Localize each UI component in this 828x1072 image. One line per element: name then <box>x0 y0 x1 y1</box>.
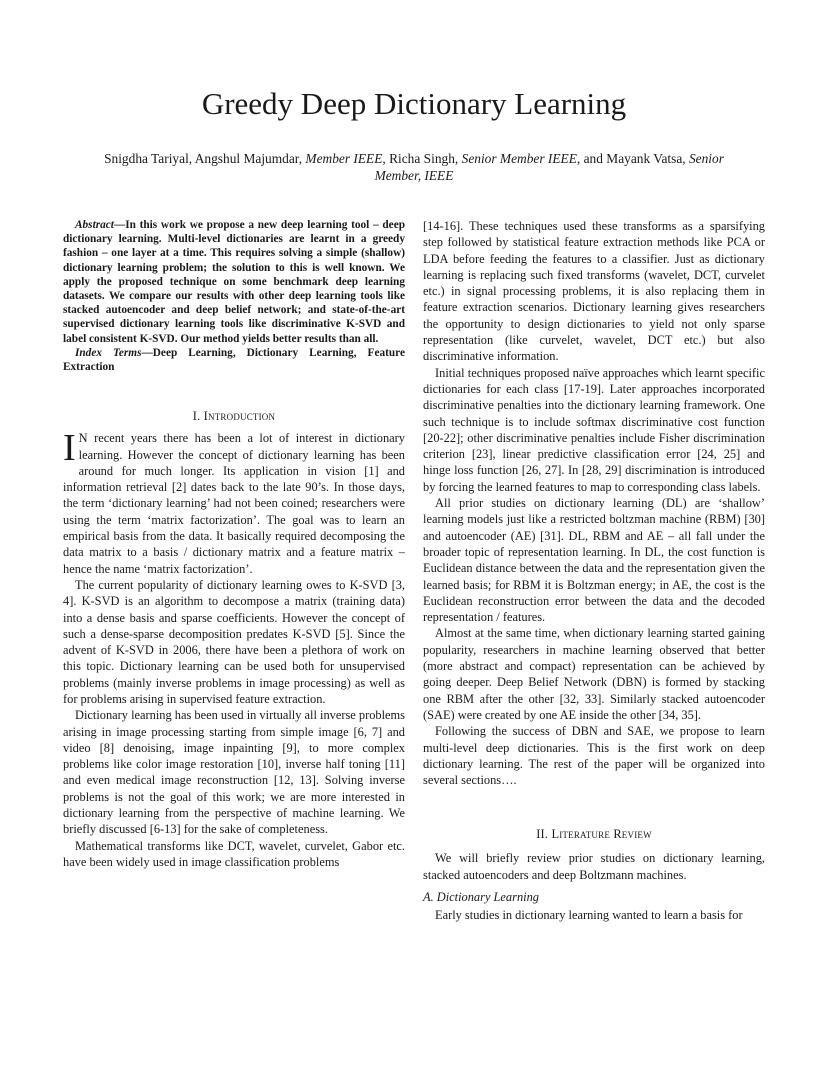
author-part: Snigdha Tariyal, Angshul Majumdar, <box>104 151 306 166</box>
author-affiliation: Senior Member, IEEE <box>374 151 724 183</box>
intro-paragraph-4-continued: [14-16]. These techniques used these transforms as a sparsifying step followed by statistical feature extraction methods like PCA or LDA before feeding the features to a classifier. Just as dictionary learning is replacing such fixed transforms (wavelet, DCT, curvelet etc.) in signal processing problems, it is also replacing them in feature extraction scenarios. Dictionary learning gives researchers the opportunity to design dictionaries to yield not only sparse representation (like curvelet, wavelet, DCT etc.) but also discriminative information. <box>423 219 765 364</box>
intro-paragraph-5: Initial techniques proposed naïve approaches which learnt specific dictionaries for each class [17-19]. Later approaches incorporated discriminative penalties into the dictionary learning framework. One such technique is to include softmax discriminative cost function [20-22]; other discriminative penalties include Fisher discrimination criterion [23], linear predictive classification error [24, 25] and hinge loss function [26, 27]. In [28, 29] discrimination is introduced by forcing the learned features to map to corresponding class labels. <box>423 365 765 494</box>
index-terms-text: —Deep Learning, Dictionary Learning, Feature Extraction <box>63 346 405 374</box>
left-column <box>63 218 405 870</box>
intro-paragraph-3: Dictionary learning has been used in virtually all inverse problems arising in image processing starting from simple image [6, 7] and video [8] denoising, image inpainting [9], to more complex problems like color image restoration [10], inverse half toning [11] and even medical image reconstruction [12, 13]. Solving inverse problems is not the goal of this work; we are more interested in dictionary learning from the perspective of machine learning. We briefly discussed [6-13] for the sake of completeness. <box>63 708 405 837</box>
author-line <box>90 150 738 184</box>
section-heading-literature-review: II. Literature Review <box>536 827 652 842</box>
author-affiliation: Member IEEE <box>305 151 383 166</box>
author-part: , Richa Singh, <box>382 151 462 166</box>
abstract-lead: Abstract <box>75 219 114 231</box>
intro-paragraph-8: Following the success of DBN and SAE, we propose to learn multi-level deep dictionaries. This is the first work on deep dictionary learning. The rest of the paper will be organized into several sections…. <box>423 724 765 788</box>
index-terms-lead: Index Terms <box>75 346 142 359</box>
intro-paragraph-6: All prior studies on dictionary learning (DL) are ‘shallow’ learning models just like a restricted boltzman machine (RBM) [30] and autoencoder (AE) [31]. DL, RBM and AE – all fall under the broader topic of representation learning. In DL, the cost function is Euclidean distance between the data and the representation given the learned basis; for RBM it is Boltzman energy; in AE, the cost is the Euclidean reconstruction error between the data and the decoded representation / features. <box>423 496 765 625</box>
intro-paragraph-2: The current popularity of dictionary learning owes to K-SVD [3, 4]. K-SVD is an algorithm to decompose a matrix (training data) into a dense basis and sparse coefficients. However the concept of such a dense-sparse decomposition predates K-SVD [5]. Since the advent of K-SVD in 2006, there have been a plethora of work on this topic. Dictionary learning can be used both for unsupervised problems (mainly inverse problems in image processing) as well as for problems arising in supervised feature extraction. <box>63 577 405 706</box>
drop-cap: I <box>63 427 76 470</box>
literature-paragraph-2: Early studies in dictionary learning wanted to learn a basis for <box>435 908 743 923</box>
author-part: , and Mayank Vatsa, <box>576 151 689 166</box>
intro-paragraph-7: Almost at the same time, when dictionary learning started gaining popularity, researchers in machine learning observed that better (more abstract and compact) representation can be achieved by going deeper. Deep Belief Network (DBN) is formed by stacking one RBM after the other [32, 33]. Similarly stacked autoencoder (SAE) were created by one AE inside the other [34, 35]. <box>423 626 765 722</box>
intro-paragraph-1-text: N recent years there has been a lot of interest in dictionary learning. However the concept of dictionary learning has been around for much longer. Its application in vision [1] and information retrieval [2] dates back to the late 90’s. In those days, the term ‘dictionary learning’ had not been coined; researchers were using the term ‘matrix factorization’. The goal was to learn an empirical basis from the data. It basically required decomposing the data matrix to a basis / dictionary matrix and a feature matrix – hence the name ‘matrix factorization’. <box>63 431 405 576</box>
index-terms <box>63 346 405 374</box>
literature-paragraph-1: We will briefly review prior studies on dictionary learning, stacked autoencoders and deep Boltzmann machines. <box>423 851 765 882</box>
intro-paragraph-1 <box>63 427 405 577</box>
abstract <box>63 218 405 346</box>
subsection-heading-dictionary-learning: A. Dictionary Learning <box>423 889 539 904</box>
intro-paragraph-4: Mathematical transforms like DCT, wavelet, curvelet, Gabor etc. have been widely used in image classification problems <box>63 838 405 869</box>
section-heading-introduction: I. Introduction <box>192 409 276 424</box>
right-column <box>423 218 765 924</box>
paper-title: Greedy Deep Dictionary Learning <box>201 86 627 121</box>
author-affiliation: Senior Member IEEE <box>461 151 577 166</box>
abstract-text: —In this work we propose a new deep learning tool – deep dictionary learning. Multi-level dictionaries are learnt in a greedy fashion – one layer at a time. This requires solving a simple (shallow) dictionary learning problem; the solution to this is well known. We apply the proposed technique on some benchmark deep learning datasets. We compare our results with other deep learning tools like stacked autoencoder and deep belief network; and state-of-the-art supervised dictionary learning tools like discriminative K-SVD and label consistent K-SVD. Our method yields better results than all. <box>63 219 405 345</box>
